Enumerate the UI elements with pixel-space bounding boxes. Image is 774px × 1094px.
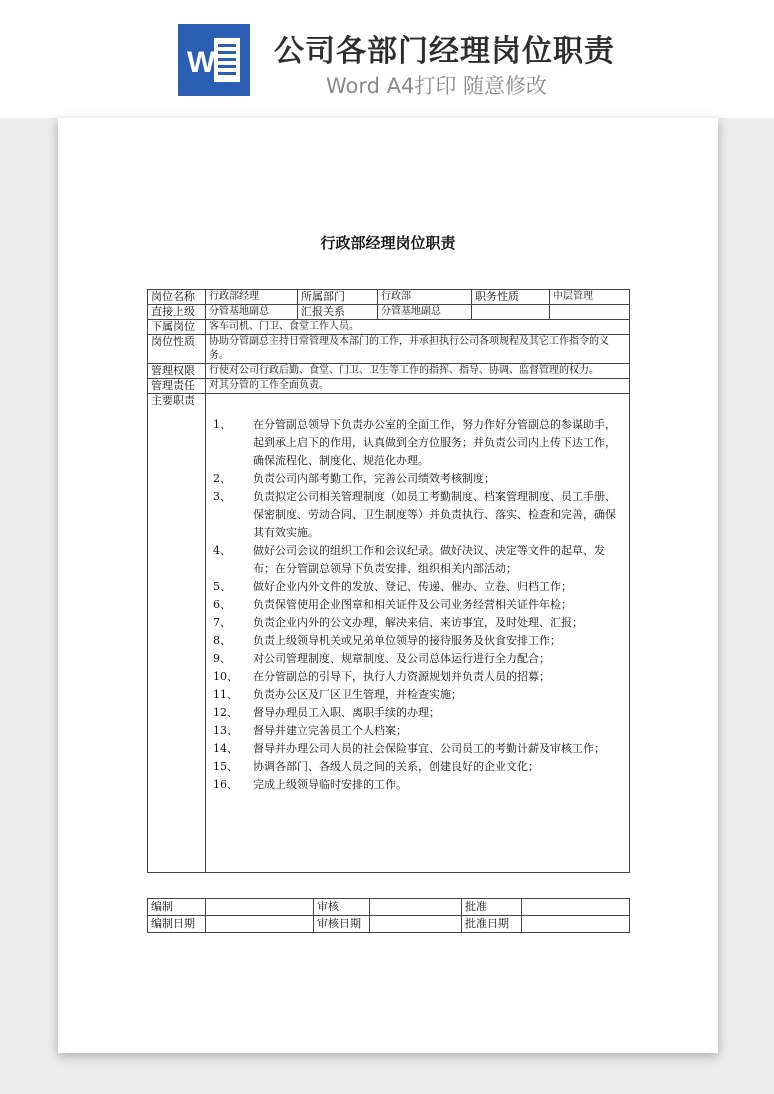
list-item <box>213 722 624 740</box>
reviewed-value[interactable] <box>370 899 462 916</box>
subordinates-label: 下属岗位 <box>148 320 206 335</box>
superior-value: 分管基地副总 <box>206 305 298 320</box>
word-icon-letter: W <box>187 46 216 79</box>
list-item <box>213 416 624 470</box>
approved-date-value[interactable] <box>522 916 630 933</box>
list-item <box>213 776 624 794</box>
duty-number: 2、 <box>213 472 231 485</box>
duty-text: 在分管副总领导下负责办公室的全面工作，努力作好分管副总的参谋助手，起到承上启下的作用，认真做到全方位服务；并负责公司内上传下达工作，确保流程化、制度化、规范化办理。 <box>253 418 616 467</box>
duty-text: 督导并办理公司人员的社会保险事宜、公司员工的考勤计薪及审核工作； <box>253 742 605 755</box>
list-item <box>213 758 624 776</box>
list-item <box>213 596 624 614</box>
table-row <box>148 916 630 933</box>
duty-number: 7、 <box>213 616 231 629</box>
document-page <box>58 118 718 1053</box>
list-item <box>213 632 624 650</box>
duty-number: 1、 <box>213 418 231 431</box>
duty-text: 督导并建立完善员工个人档案； <box>253 724 407 737</box>
document-title: 行政部经理岗位职责 <box>320 234 456 252</box>
list-item <box>213 542 624 578</box>
approved-date-label: 批准日期 <box>462 916 522 933</box>
table-row <box>148 899 630 916</box>
list-item <box>213 704 624 722</box>
duty-text: 负责拟定公司相关管理制度（如员工考勤制度、档案管理制度、员工手册、保密制度、劳动合同、卫生制度等）并负责执行、落实、检查和完善，确保其有效实施。 <box>253 490 616 539</box>
duty-number: 6、 <box>213 598 231 611</box>
prepared-date-label: 编制日期 <box>148 916 206 933</box>
authority-value: 行使对公司行政后勤、食堂、门卫、卫生等工作的指挥、指导、协调、监督管理的权力。 <box>206 364 630 379</box>
duties-list <box>209 394 626 794</box>
duty-number: 10、 <box>213 670 238 683</box>
approved-value[interactable] <box>522 899 630 916</box>
superior-label: 直接上级 <box>148 305 206 320</box>
dept-value: 行政部 <box>378 290 472 305</box>
table-row <box>148 364 630 379</box>
list-item <box>213 614 624 632</box>
duty-text: 负责保管使用企业图章和相关证件及公司业务经营相关证件年检； <box>253 598 572 611</box>
duties-cell <box>206 394 630 873</box>
duty-number: 16、 <box>213 778 238 791</box>
prepared-date-value[interactable] <box>206 916 314 933</box>
duty-text: 做好企业内外文件的发放、登记、传递、催办、立卷、归档工作； <box>253 580 572 593</box>
approved-label: 批准 <box>462 899 522 916</box>
duties-label: 主要职责 <box>148 394 206 873</box>
banner-title: 公司各部门经理岗位职责 <box>274 34 615 69</box>
list-item <box>213 740 624 758</box>
duty-number: 4、 <box>213 544 231 557</box>
post-name-value: 行政部经理 <box>206 290 298 305</box>
job-description-table <box>147 289 630 873</box>
reviewed-date-label: 审核日期 <box>314 916 370 933</box>
duty-text: 负责上级领导机关或兄弟单位领导的接待服务及伙食安排工作； <box>253 634 561 647</box>
duty-text: 负责公司内部考勤工作，完善公司绩效考核制度； <box>253 472 495 485</box>
responsibility-label: 管理责任 <box>148 379 206 394</box>
list-item <box>213 650 624 668</box>
subordinates-value: 客车司机、门卫、食堂工作人员。 <box>206 320 630 335</box>
list-item <box>213 686 624 704</box>
reviewed-label: 审核 <box>314 899 370 916</box>
list-item <box>213 470 624 488</box>
nature-label: 职务性质 <box>472 290 550 305</box>
list-item <box>213 488 624 542</box>
duty-number: 9、 <box>213 652 231 665</box>
empty-cell <box>472 305 550 320</box>
duty-number: 13、 <box>213 724 238 737</box>
table-row <box>148 379 630 394</box>
duty-text: 对公司管理制度、规章制度、及公司总体运行进行全力配合； <box>253 652 550 665</box>
header-banner <box>0 0 774 118</box>
table-row <box>148 305 630 320</box>
duty-text: 做好公司会议的组织工作和会议纪录。做好决议、决定等文件的起草、发布；在分管副总领导下负责安排、组织相关内部活动； <box>253 544 605 575</box>
report-value: 分管基地副总 <box>378 305 472 320</box>
list-item <box>213 578 624 596</box>
duty-text: 完成上级领导临时安排的工作。 <box>253 778 407 791</box>
dept-label: 所属部门 <box>298 290 378 305</box>
word-document-icon <box>178 24 250 96</box>
duty-number: 12、 <box>213 706 238 719</box>
authority-label: 管理权限 <box>148 364 206 379</box>
banner-subtitle: Word A4打印 随意修改 <box>326 74 548 98</box>
responsibility-value: 对其分管的工作全面负责。 <box>206 379 630 394</box>
post-name-label: 岗位名称 <box>148 290 206 305</box>
table-row <box>148 290 630 305</box>
nature-value: 中层管理 <box>550 290 630 305</box>
duty-number: 14、 <box>213 742 238 755</box>
prepared-value[interactable] <box>206 899 314 916</box>
duty-number: 3、 <box>213 490 231 503</box>
signature-table <box>147 898 630 933</box>
duty-text: 负责企业内外的公文办理，解决来信、来访事宜，及时处理、汇报； <box>253 616 583 629</box>
table-row <box>148 320 630 335</box>
list-item <box>213 668 624 686</box>
duty-text: 协调各部门、各级人员之间的关系，创建良好的企业文化； <box>253 760 539 773</box>
post-nature-value: 协助分管副总主持日常管理及本部门的工作，并承担执行公司各项规程及其它工作指令的义务。 <box>206 335 630 364</box>
duty-number: 15、 <box>213 760 238 773</box>
duty-number: 8、 <box>213 634 231 647</box>
table-row <box>148 335 630 364</box>
prepared-label: 编制 <box>148 899 206 916</box>
empty-cell <box>550 305 630 320</box>
reviewed-date-value[interactable] <box>370 916 462 933</box>
duty-text: 负责办公区及厂区卫生管理，并检查实施； <box>253 688 462 701</box>
duty-text: 在分管副总的引导下，执行人力资源规划并负责人员的招募； <box>253 670 550 683</box>
table-row <box>148 394 630 873</box>
duty-number: 11、 <box>213 688 238 701</box>
duty-text: 督导办理员工入职、离职手续的办理； <box>253 706 440 719</box>
duty-number: 5、 <box>213 580 231 593</box>
report-label: 汇报关系 <box>298 305 378 320</box>
post-nature-label: 岗位性质 <box>148 335 206 364</box>
